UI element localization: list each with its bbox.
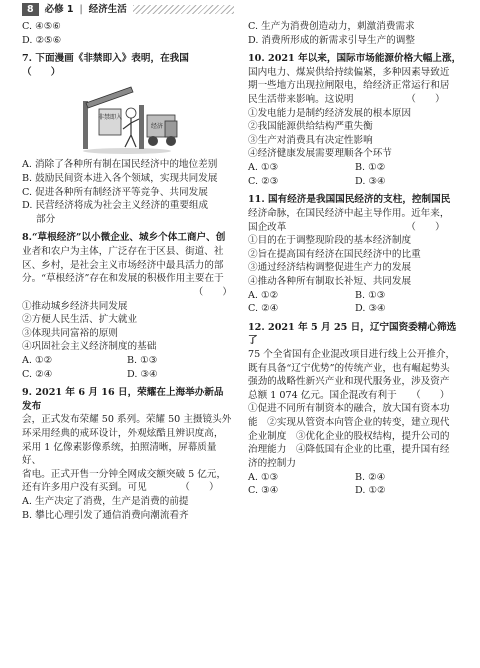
option-row	[248, 161, 462, 175]
option-row	[248, 175, 462, 189]
question-9	[22, 386, 232, 522]
question-stem-line: 区、乡村，是社会主义市场经济中最具活力的部	[22, 259, 224, 271]
answer-bracket: （ ）	[193, 286, 232, 298]
cartoon-figure	[22, 83, 232, 155]
question-11	[248, 193, 462, 315]
option-row	[248, 484, 462, 498]
option-c: C. 生产为消费创造动力，刺激消费需求	[248, 21, 415, 32]
option-row	[248, 289, 462, 303]
option-row	[248, 471, 462, 485]
book-title: 必修 1	[44, 3, 74, 15]
option-a: A. 消除了各种所有制在国民经济中的地位差别	[22, 159, 218, 171]
statement: ①目的在于调整现阶段的基本经济制度	[248, 235, 412, 247]
left-column	[22, 20, 232, 522]
option-b: B. ①③	[127, 354, 158, 366]
question-stem-line: 业者和农户为主体，广泛存在于区县、街道、社	[22, 246, 224, 258]
option-row	[22, 368, 232, 382]
statement: ③生产对消费具有决定性影响	[248, 134, 373, 146]
question-stem-line: 强劲的战略性新兴产业和现代服务业，涉及资产	[248, 376, 450, 388]
option-d: D. ①②	[355, 485, 386, 497]
statement: ②我国能源供给结构严重失衡	[248, 121, 373, 133]
question-stem-line: 分。“草根经济”存在和发展的积极作用主要在于	[22, 273, 224, 285]
question-stem-line: 采用 1 亿像素影像系统，拍照清晰，屏幕质量好、	[22, 441, 217, 467]
option-a: A. ①②	[22, 354, 53, 366]
question-10	[248, 52, 462, 188]
cartoon-truck-label: 经济	[150, 123, 164, 131]
option-d: D. ③④	[127, 368, 158, 380]
option-a: A. ①③	[248, 162, 279, 174]
option-c: C. 促进各种所有制经济平等竞争、共同发展	[22, 186, 208, 198]
question-stem-line: 经济命脉，在国民经济中起主导作用。近年来，	[248, 207, 450, 219]
option-d-continued: 部分	[36, 213, 56, 225]
question-8	[22, 231, 232, 381]
question-stem-line: 11. 国有经济是我国国民经济的支柱，控制国民	[248, 194, 451, 206]
option: D. ②⑤⑥	[22, 34, 62, 46]
question-stem-line: 省电。正式开售一分钟全网成交额突破 5 亿元，	[22, 468, 227, 480]
header-stripe-decoration	[133, 5, 234, 14]
question-stem-line: 还有许多用户没有买到。可见 （ ）	[22, 482, 219, 494]
question-stem-line: 9. 2021 年 6 月 16 日，荣耀在上海举办新品发布	[22, 387, 224, 412]
option-c: C. ②④	[22, 368, 53, 380]
option-c: C. ②④	[248, 303, 279, 315]
option-d: D. ③④	[355, 175, 386, 187]
statement: ③通过经济结构调整促进生产力的发展	[248, 262, 412, 274]
option-row	[248, 302, 462, 316]
question-stem-line: 8.“草根经济”以小微企业、城乡个体工商户、创	[22, 232, 226, 244]
statement: ④推动各种所有制取长补短、共同发展	[248, 275, 412, 287]
option-a: A. ①②	[248, 289, 279, 301]
option-b: B. ①②	[355, 162, 386, 174]
option-a: A. 生产决定了消费，生产是消费的前提	[22, 496, 189, 508]
statement-line: 济的控制力	[248, 457, 296, 469]
question-stem: 7. 下面漫画《非禁即入》表明，在我国 （ ）	[22, 53, 209, 78]
statement-line: 企业制度 ③优化企业的股权结构，提升公司的	[248, 430, 450, 442]
cartoon-image	[69, 83, 185, 155]
statement: ③体现共同富裕的原则	[22, 327, 118, 339]
statement: ①推动城乡经济共同发展	[22, 300, 128, 312]
statement: ①发电能力是制约经济发展的根本原因	[248, 107, 412, 119]
cartoon-sign-text: 非禁即入	[97, 114, 123, 122]
option: C. ④⑤⑥	[22, 21, 61, 32]
question-stem-line: 总额 1 074 亿元。国企混改有利于 （ ）	[248, 389, 450, 401]
option-d: D. 民营经济将成为社会主义经济的重要组成	[22, 200, 209, 212]
option-a: A. ①③	[248, 471, 279, 483]
question-stem-line: 10. 2021 年以来，国际市场能源价格大幅上涨，	[248, 53, 462, 65]
option-c: C. ②③	[248, 175, 279, 187]
question-12	[248, 321, 462, 498]
statement-line: ①促进不同所有制资本的融合，放大国有资本功	[248, 403, 450, 415]
question-stem-line: 民生活带来影响。这说明 （ ）	[248, 94, 445, 106]
question-stem-line: 既有具备“辽宁优势”的传统产业，也有崛起势头	[248, 362, 450, 374]
right-column	[248, 20, 462, 498]
question-stem-line: 国企改革 （ ）	[248, 221, 445, 233]
option-b: B. ①③	[355, 289, 386, 301]
question-stem-line: 会，正式发布荣耀 50 系列。荣耀 50 主摄镜头外	[22, 414, 232, 426]
option-b: B. 攀比心理引发了通信消费向潮流看齐	[22, 509, 189, 521]
option-b: B. 鼓励民间资本进入各个领域，实现共同发展	[22, 173, 218, 185]
statement-line: 能 ②实现从管资本向管企业的转变，建立现代	[248, 417, 450, 429]
question-stem-line: 12. 2021 年 5 月 25 日，辽宁国资委精心筛选了	[248, 321, 457, 347]
question-7	[22, 52, 232, 226]
question-stem-line: 环采用经典的戒环设计，外观炫酷且辨识度高，	[22, 428, 224, 440]
page-header	[22, 2, 234, 17]
option-d: D. ③④	[355, 303, 386, 315]
option-d: D. 消费所形成的新需求引导生产的调整	[248, 34, 415, 46]
page-number: 8	[22, 3, 39, 16]
chapter-title: 经济生活	[88, 3, 127, 15]
option-row	[22, 354, 232, 368]
question-stem-line: 75 个全省国有企业混改项目进行线上公开推介，	[248, 349, 456, 361]
statement-line: 治理能力 ④降低国有企业的比重，提升国有经	[248, 444, 450, 456]
statement: ④经济健康发展需要理顺各个环节	[248, 148, 392, 160]
option-b: B. ②④	[355, 471, 386, 483]
statement: ②方便人民生活、扩大就业	[22, 314, 138, 326]
question-stem-line: 国内电力、煤炭供给持续偏紧，多种因素导致近	[248, 66, 450, 78]
option-c: C. ③④	[248, 485, 279, 497]
header-separator: |	[79, 3, 83, 15]
statement: ②旨在提高国有经济在国民经济中的比重	[248, 248, 421, 260]
question-stem-line: 期一些地方出现拉闸限电，给经济正常运行和居	[248, 80, 450, 92]
statement: ④巩固社会主义经济制度的基础	[22, 341, 157, 353]
